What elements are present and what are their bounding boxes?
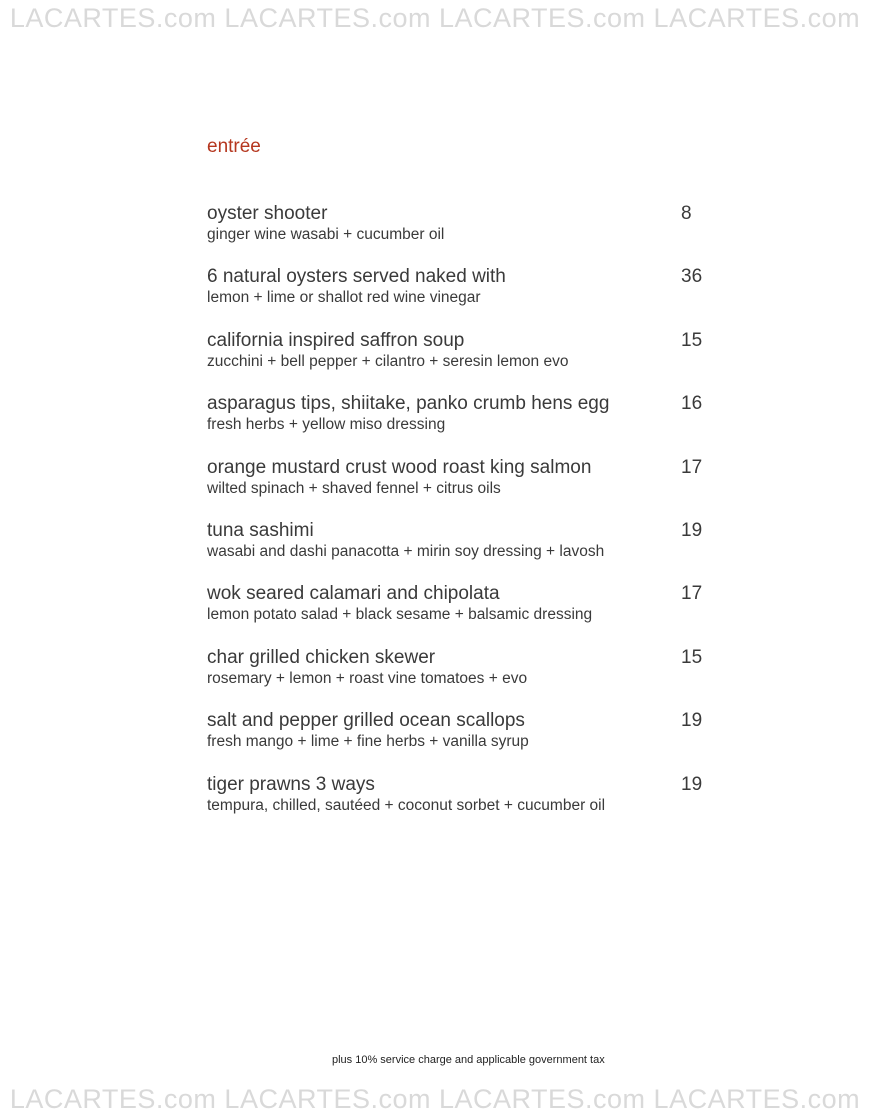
item-description: rosemary + lemon + roast vine tomatoes + evo <box>207 669 528 687</box>
item-name: tuna sashimi <box>207 519 314 541</box>
item-description: fresh mango + lime + fine herbs + vanilla syrup <box>207 733 529 751</box>
item-name: tiger prawns 3 ways <box>207 773 375 795</box>
item-price: 19 <box>681 710 703 732</box>
menu-item <box>207 203 717 266</box>
item-price: 19 <box>681 773 703 795</box>
item-description: fresh herbs + yellow miso dressing <box>207 416 446 434</box>
item-description: tempura, chilled, sautéed + coconut sorbet + cucumber oil <box>207 796 606 814</box>
section-title: entrée <box>207 136 261 157</box>
menu-item <box>207 647 717 710</box>
watermark-top: LACARTES.com LACARTES.com LACARTES.com LACARTES.com <box>9 3 861 33</box>
item-description: wilted spinach + shaved fennel + citrus oils <box>207 479 501 497</box>
item-description: zucchini + bell pepper + cilantro + seresin lemon evo <box>207 352 569 370</box>
footer-note: plus 10% service charge and applicable government tax <box>332 1054 605 1066</box>
item-name: oyster shooter <box>207 203 328 224</box>
item-description: wasabi and dashi panacotta + mirin soy dressing + lavosh <box>207 542 605 560</box>
menu-item <box>207 583 717 646</box>
menu-item <box>207 457 717 520</box>
menu-item <box>207 393 717 456</box>
item-price: 19 <box>681 519 703 541</box>
item-price: 15 <box>681 646 703 668</box>
item-name: wok seared calamari and chipolata <box>207 583 500 605</box>
menu-item <box>207 266 717 329</box>
watermark-bottom: LACARTES.com LACARTES.com LACARTES.com LACARTES.com <box>9 1084 861 1114</box>
item-name: asparagus tips, shiitake, panko crumb hens egg <box>207 393 610 415</box>
item-description: lemon + lime or shallot red wine vinegar <box>207 289 481 307</box>
menu-item <box>207 710 717 773</box>
menu-item <box>207 520 717 583</box>
item-price: 16 <box>681 393 703 415</box>
menu-item <box>207 774 717 837</box>
item-price: 8 <box>681 203 692 224</box>
item-description: ginger wine wasabi + cucumber oil <box>207 226 445 243</box>
item-price: 36 <box>681 266 703 288</box>
menu-list <box>207 203 717 837</box>
item-price: 17 <box>681 583 703 605</box>
item-name: orange mustard crust wood roast king salmon <box>207 456 592 478</box>
item-description: lemon potato salad + black sesame + balsamic dressing <box>207 606 593 624</box>
menu-item <box>207 330 717 393</box>
item-price: 17 <box>681 456 703 478</box>
item-name: 6 natural oysters served naked with <box>207 266 506 288</box>
item-name: salt and pepper grilled ocean scallops <box>207 710 525 732</box>
item-name: california inspired saffron soup <box>207 329 465 351</box>
item-price: 15 <box>681 329 703 351</box>
item-name: char grilled chicken skewer <box>207 646 436 668</box>
